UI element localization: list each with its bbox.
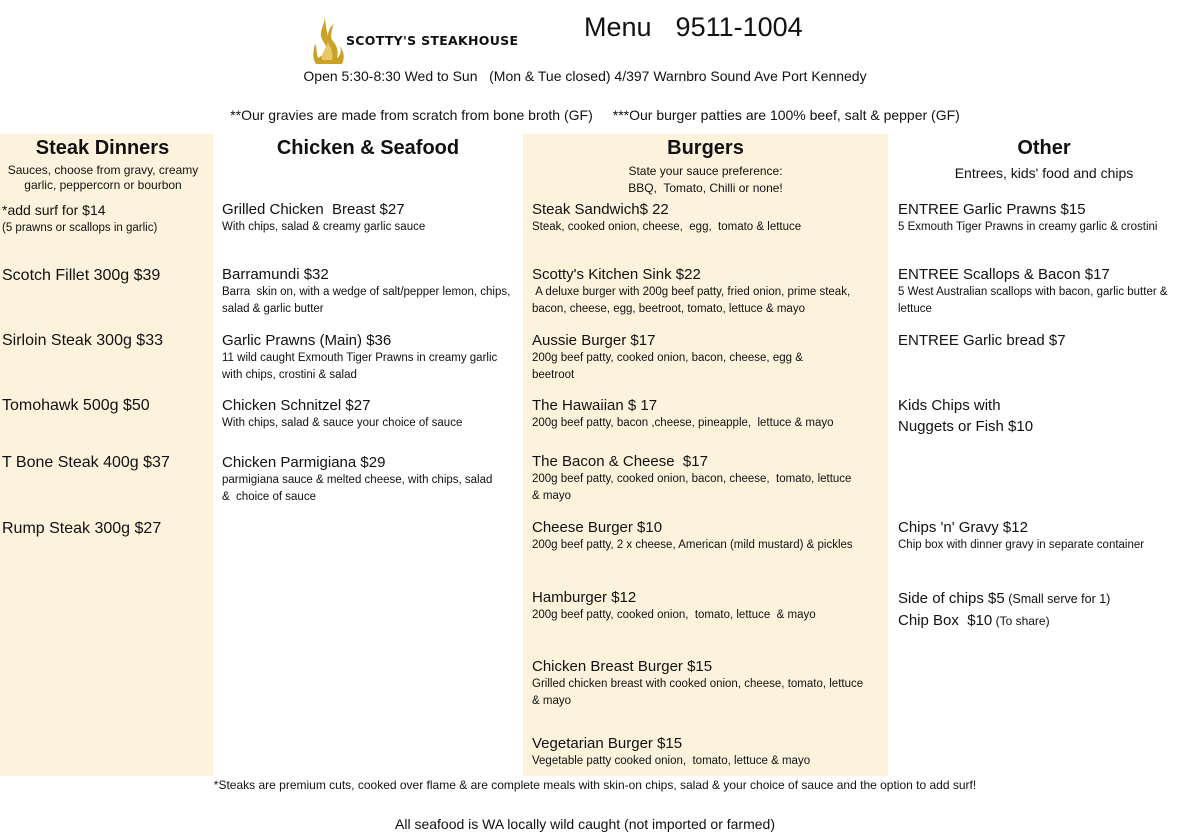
steak-item <box>2 519 161 538</box>
item-desc: 200g beef patty, bacon ,cheese, pineapple, lettuce & mayo <box>532 417 834 429</box>
item-desc: Vegetable patty cooked onion, tomato, lettuce & mayo <box>532 755 811 767</box>
item-name: ENTREE Garlic Prawns $15 <box>898 201 1086 218</box>
other-column-title: Other <box>1017 137 1071 159</box>
surf-addon <box>2 201 212 237</box>
item-name-line2 <box>898 611 1196 631</box>
item-name: The Bacon & Cheese $17 <box>532 453 708 470</box>
item-desc: A deluxe burger with 200g beef patty, fried onion, prime steak, bacon, cheese, egg, beetroot, tomato, lettuce & mayo <box>532 286 854 315</box>
steak-column-title: Steak Dinners <box>35 137 170 159</box>
menu-item <box>898 200 1198 236</box>
item-name: Chips 'n' Gravy $12 <box>898 519 1028 536</box>
item-desc: 11 wild caught Exmouth Tiger Prawns in creamy garlic with chips, crostini & salad <box>222 352 498 381</box>
menu-item <box>532 657 872 710</box>
item-name: Hamburger $12 <box>532 589 637 606</box>
item-name <box>898 589 1196 609</box>
item-name: Chicken Breast Burger $15 <box>532 658 713 675</box>
burger-note: ***Our burger patties are 100% beef, salt & pepper (GF) <box>612 107 960 123</box>
item-name: The Hawaiian $ 17 <box>532 397 658 414</box>
item-desc: With chips, salad & sauce your choice of sauce <box>222 417 463 429</box>
menu-item <box>532 518 857 554</box>
item-desc: 200g beef patty, cooked onion, bacon, cheese, egg & beetroot <box>532 352 803 381</box>
seafood-footnote: All seafood is WA locally wild caught (not imported or farmed) <box>395 816 775 832</box>
item-desc: Grilled chicken breast with cooked onion, cheese, tomato, lettuce & mayo <box>532 678 864 707</box>
menu-item <box>898 589 1196 631</box>
item-name: Scotty's Kitchen Sink $22 <box>532 266 701 283</box>
steak-item <box>2 396 150 415</box>
menu-item <box>532 734 884 770</box>
item-name: Chicken Schnitzel $27 <box>222 397 371 414</box>
item-desc: 5 Exmouth Tiger Prawns in creamy garlic & crostini <box>898 221 1158 233</box>
menu-item <box>898 518 1196 554</box>
item-desc: 200g beef patty, cooked onion, tomato, lettuce & mayo <box>532 609 816 621</box>
menu-item <box>898 331 1196 350</box>
side-chips-note: (Small serve for 1) <box>1004 592 1111 606</box>
chip-box-note: (To share) <box>992 614 1050 628</box>
flame-icon <box>312 14 346 66</box>
item-desc: parmigiana sauce & melted cheese, with chips, salad & choice of sauce <box>222 474 496 503</box>
item-desc: Steak, cooked onion, cheese, egg, tomato & lettuce <box>532 221 802 233</box>
item-name: Grilled Chicken Breast $27 <box>222 201 405 218</box>
item-name-line2: Nuggets or Fish $10 <box>898 418 1034 435</box>
menu-item <box>222 396 517 432</box>
steak-column-subtitle: Sauces, choose from gravy, creamy garlic, peppercorn or bourbon <box>7 163 199 192</box>
logo <box>312 14 522 66</box>
steak-item-name: Tomohawk 500g $50 <box>2 397 150 414</box>
menu-item <box>898 265 1196 318</box>
menu-item <box>532 265 884 318</box>
item-name: ENTREE Garlic bread $7 <box>898 332 1066 349</box>
steak-item <box>2 266 160 285</box>
menu-item <box>222 331 512 384</box>
surf-desc: (5 prawns or scallops in garlic) <box>2 222 158 234</box>
item-name: Aussie Burger $17 <box>532 332 656 349</box>
other-column-subtitle: Entrees, kids' food and chips <box>954 165 1134 181</box>
item-name: Chicken Parmigiana $29 <box>222 454 386 471</box>
item-desc: With chips, salad & creamy garlic sauce <box>222 221 426 233</box>
chicken-column-title: Chicken & Seafood <box>276 137 460 159</box>
menu-item <box>898 396 1196 436</box>
steak-item <box>2 453 170 472</box>
item-name: ENTREE Scallops & Bacon $17 <box>898 266 1110 283</box>
burgers-sauce-prompt: State your sauce preference: <box>628 164 783 178</box>
steak-item-name: T Bone Steak 400g $37 <box>2 454 170 471</box>
menu-item <box>532 588 884 624</box>
menu-item <box>532 200 884 236</box>
gravy-note: **Our gravies are made from scratch from bone broth (GF) <box>230 107 593 123</box>
chip-box-label: Chip Box $10 <box>898 612 993 629</box>
burgers-column-title: Burgers <box>667 137 744 159</box>
item-desc: 5 West Australian scallops with bacon, garlic butter & lettuce <box>898 286 1174 315</box>
item-name: Kids Chips with <box>898 397 1001 414</box>
opening-hours: Open 5:30-8:30 Wed to Sun (Mon & Tue closed) 4/397 Warnbro Sound Ave Port Kennedy <box>303 68 867 84</box>
item-name: Vegetarian Burger $15 <box>532 735 683 752</box>
item-name: Cheese Burger $10 <box>532 519 663 536</box>
steaks-footnote: *Steaks are premium cuts, cooked over flame & are complete meals with skin-on chips, salad & your choice of sauce and the option to add surf! <box>213 778 977 792</box>
phone-number: 9511-1004 <box>675 12 803 42</box>
menu-title: Menu <box>584 12 652 42</box>
item-name: Garlic Prawns (Main) $36 <box>222 332 392 349</box>
menu-item <box>532 396 884 432</box>
item-desc: 200g beef patty, cooked onion, bacon, cheese, tomato, lettuce & mayo <box>532 473 855 502</box>
brand-name: SCOTTY'S STEAKHOUSE <box>346 33 519 48</box>
burgers-sauce-options: BBQ, Tomato, Chilli or none! <box>628 181 783 195</box>
steak-item-name: Sirloin Steak 300g $33 <box>2 332 163 349</box>
side-chips-label: Side of chips $5 <box>898 590 1005 607</box>
menu-item <box>532 452 862 505</box>
steak-item <box>2 331 163 350</box>
surf-label: *add surf for $14 <box>2 202 106 218</box>
menu-item <box>222 265 517 318</box>
page-title <box>584 12 827 43</box>
item-desc: Barra skin on, with a wedge of salt/pepper lemon, chips, salad & garlic butter <box>222 286 514 315</box>
steak-item-name: Rump Steak 300g $27 <box>2 520 162 537</box>
menu-item <box>222 453 502 506</box>
menu-item <box>222 200 517 236</box>
item-name: Barramundi $32 <box>222 266 329 283</box>
menu-item <box>532 331 842 384</box>
steak-item-name: Scotch Fillet 300g $39 <box>2 267 161 284</box>
item-name: Steak Sandwich$ 22 <box>532 201 669 218</box>
item-desc: Chip box with dinner gravy in separate container <box>898 539 1145 551</box>
notes-row <box>0 107 1190 123</box>
item-desc: 200g beef patty, 2 x cheese, American (mild mustard) & pickles <box>532 539 853 551</box>
